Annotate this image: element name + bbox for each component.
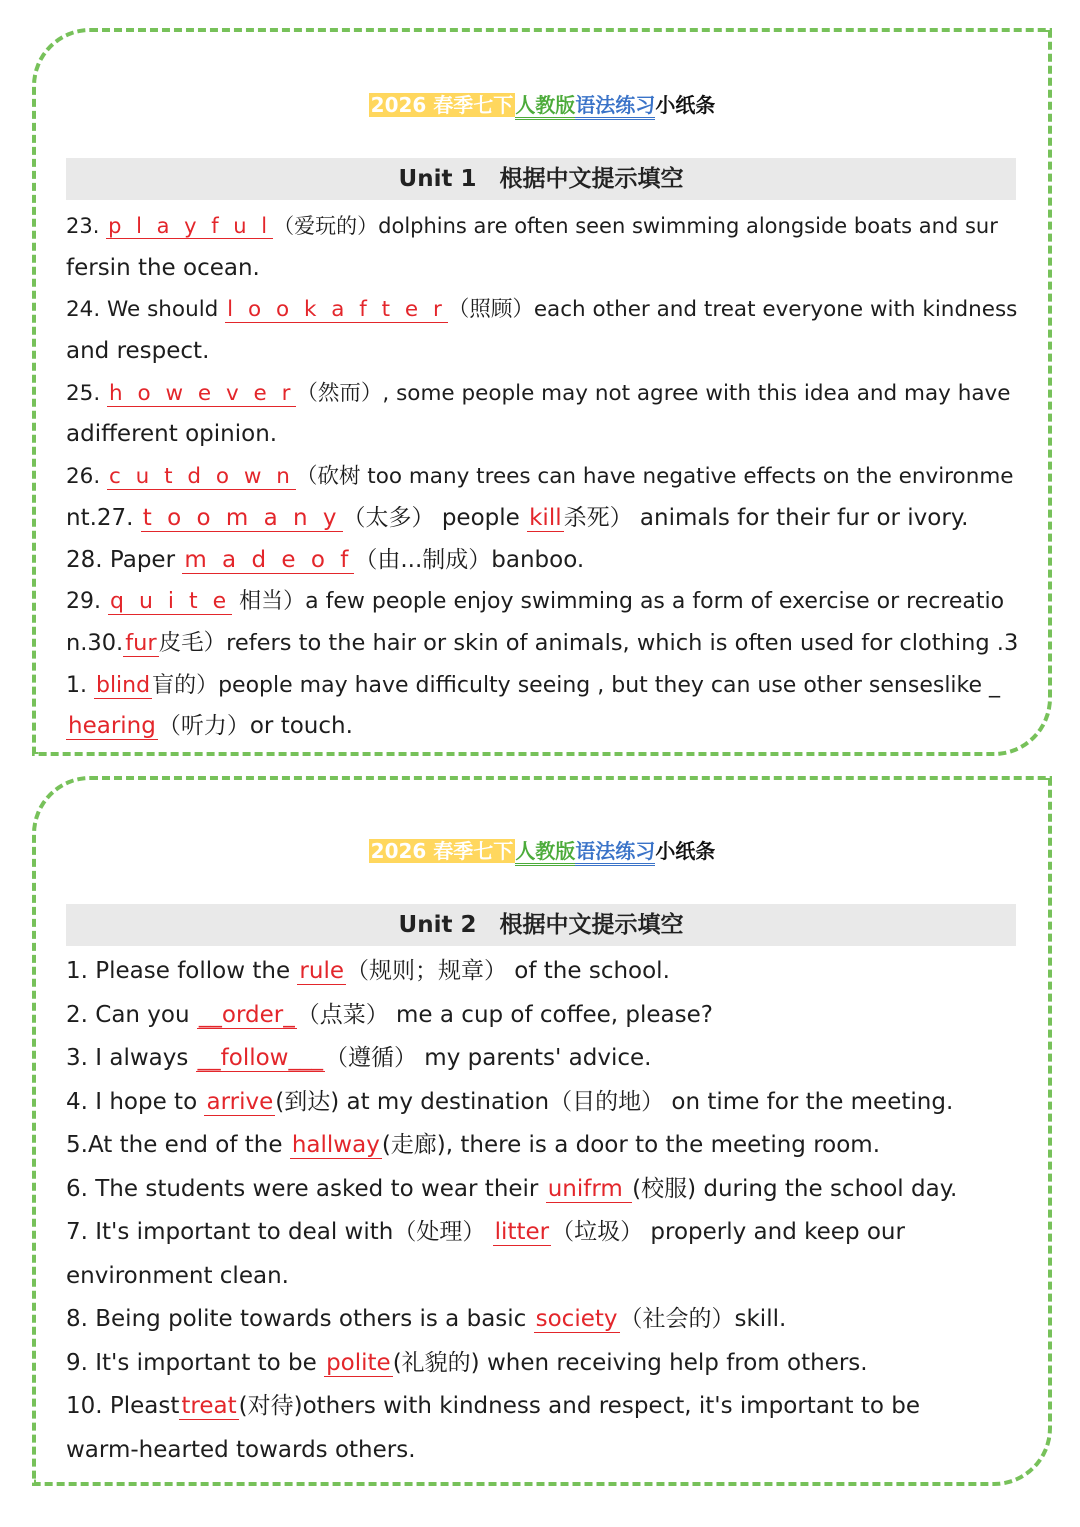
title-edition: 人教版 (515, 93, 575, 120)
exercise-line: warm-hearted towards others. (66, 1436, 416, 1463)
exercise-line: 2. Can you __order_（点菜） me a cup of coffee, please? (66, 1001, 713, 1028)
exercise-line: 25. h o w e v e r（然而）, some people may not agree with this idea and may have (66, 380, 1011, 406)
unit-2-heading: Unit 2 根据中文提示填空 (66, 904, 1016, 946)
exercise-line: adifferent opinion. (66, 421, 278, 448)
answer-blank: m a d e o f (184, 546, 353, 573)
unit-2-exercises (66, 950, 1018, 1472)
page-title (36, 66, 1048, 144)
exercise-line: 23. p l a y f u l（爱玩的）dolphins are often seen swimming alongside boats and sur (66, 214, 998, 238)
exercise-line: 24. We should l o o k a f t e r（照顾）each other and treat everyone with kindness (66, 297, 1018, 323)
answer-blank: unifrm (547, 1175, 631, 1202)
title-year-grade: 2026 春季七下 (370, 93, 514, 117)
page-title (36, 812, 1048, 890)
exercise-line: 28. Paper m a d e o f（由...制成）banboo. (66, 546, 585, 573)
unit-1-exercises (66, 206, 1018, 748)
exercise-line: and respect. (66, 338, 210, 365)
exercise-line: 29. q u i t e 相当）a few people enjoy swimming as a form of exercise or recreatio (66, 589, 1005, 615)
exercise-line: 26. c u t d o w n（砍树 too many trees can have negative effects on the environme (66, 464, 1014, 490)
exercise-line: 5.At the end of the hallway(走廊), there is a door to the meeting room. (66, 1132, 881, 1158)
exercise-line: hearing（听力）or touch. (68, 713, 353, 740)
title-edition: 人教版 (515, 839, 575, 866)
title-grammar-practice: 语法练习 (575, 839, 655, 866)
answer-blank: hearing (68, 713, 156, 740)
answer-blank: __order_ (198, 1001, 295, 1028)
answer-blank: t o o m a n y (142, 504, 341, 531)
answer-blank: q u i t e (109, 589, 231, 615)
answer-blank: p l a y f u l (108, 214, 272, 238)
title-grammar-practice: 语法练习 (575, 93, 655, 120)
answer-blank: hallway (291, 1132, 380, 1158)
title-year-grade: 2026 春季七下 (370, 839, 514, 863)
unit-1-heading: Unit 1 根据中文提示填空 (66, 158, 1016, 200)
exercise-line: environment clean. (66, 1262, 289, 1289)
exercise-line: 9. It's important to be polite(礼貌的) when receiving help from others. (66, 1349, 868, 1376)
exercise-line: 8. Being polite towards others is a basic society（社会的）skill. (66, 1306, 787, 1332)
exercise-line: 1. blind盲的）people may have difficulty seeing , but they can use other senseslike _ (66, 672, 1001, 698)
exercise-line: fersin the ocean. (66, 254, 260, 281)
exercise-line: 7. It's important to deal with（处理） litter（垃圾） properly and keep our (66, 1219, 905, 1245)
answer-blank: kill (529, 504, 562, 531)
worksheet-card-unit-1 (32, 28, 1052, 756)
answer-blank: blind (95, 672, 151, 698)
exercise-line: nt.27. t o o m a n y（太多） people kill杀死） animals for their fur or ivory. (66, 504, 969, 531)
answer-blank: society (535, 1306, 618, 1332)
title-note: 小纸条 (655, 839, 716, 863)
worksheet-card-unit-2 (32, 776, 1052, 1486)
exercise-line: 1. Please follow the rule（规则；规章） of the school. (66, 958, 670, 984)
answer-blank: polite (326, 1349, 391, 1376)
answer-blank: h o w e v e r (109, 380, 295, 406)
answer-blank: treat (181, 1393, 237, 1419)
exercise-line: 10. Pleasttreat(对待)others with kindness and respect, it's important to be (66, 1393, 920, 1419)
answer-blank: l o o k a f t e r (227, 297, 446, 323)
answer-blank: c u t d o w n (109, 464, 294, 490)
answer-blank: rule (299, 958, 344, 984)
answer-blank: arrive (206, 1088, 274, 1115)
exercise-line: 6. The students were asked to wear their unifrm (校服) during the school day. (66, 1175, 958, 1202)
answer-blank: litter (494, 1219, 550, 1245)
exercise-line: 4. I hope to arrive(到达) at my destination（目的地） on time for the meeting. (66, 1088, 954, 1115)
exercise-line: n.30.fur皮毛）refers to the hair or skin of animals, which is often used for clothing .3 (66, 629, 1019, 656)
answer-blank: __follow___ (197, 1045, 323, 1071)
title-note: 小纸条 (655, 93, 716, 117)
answer-blank: fur (125, 629, 157, 656)
exercise-line: 3. I always __follow___（遵循） my parents' advice. (66, 1045, 652, 1071)
